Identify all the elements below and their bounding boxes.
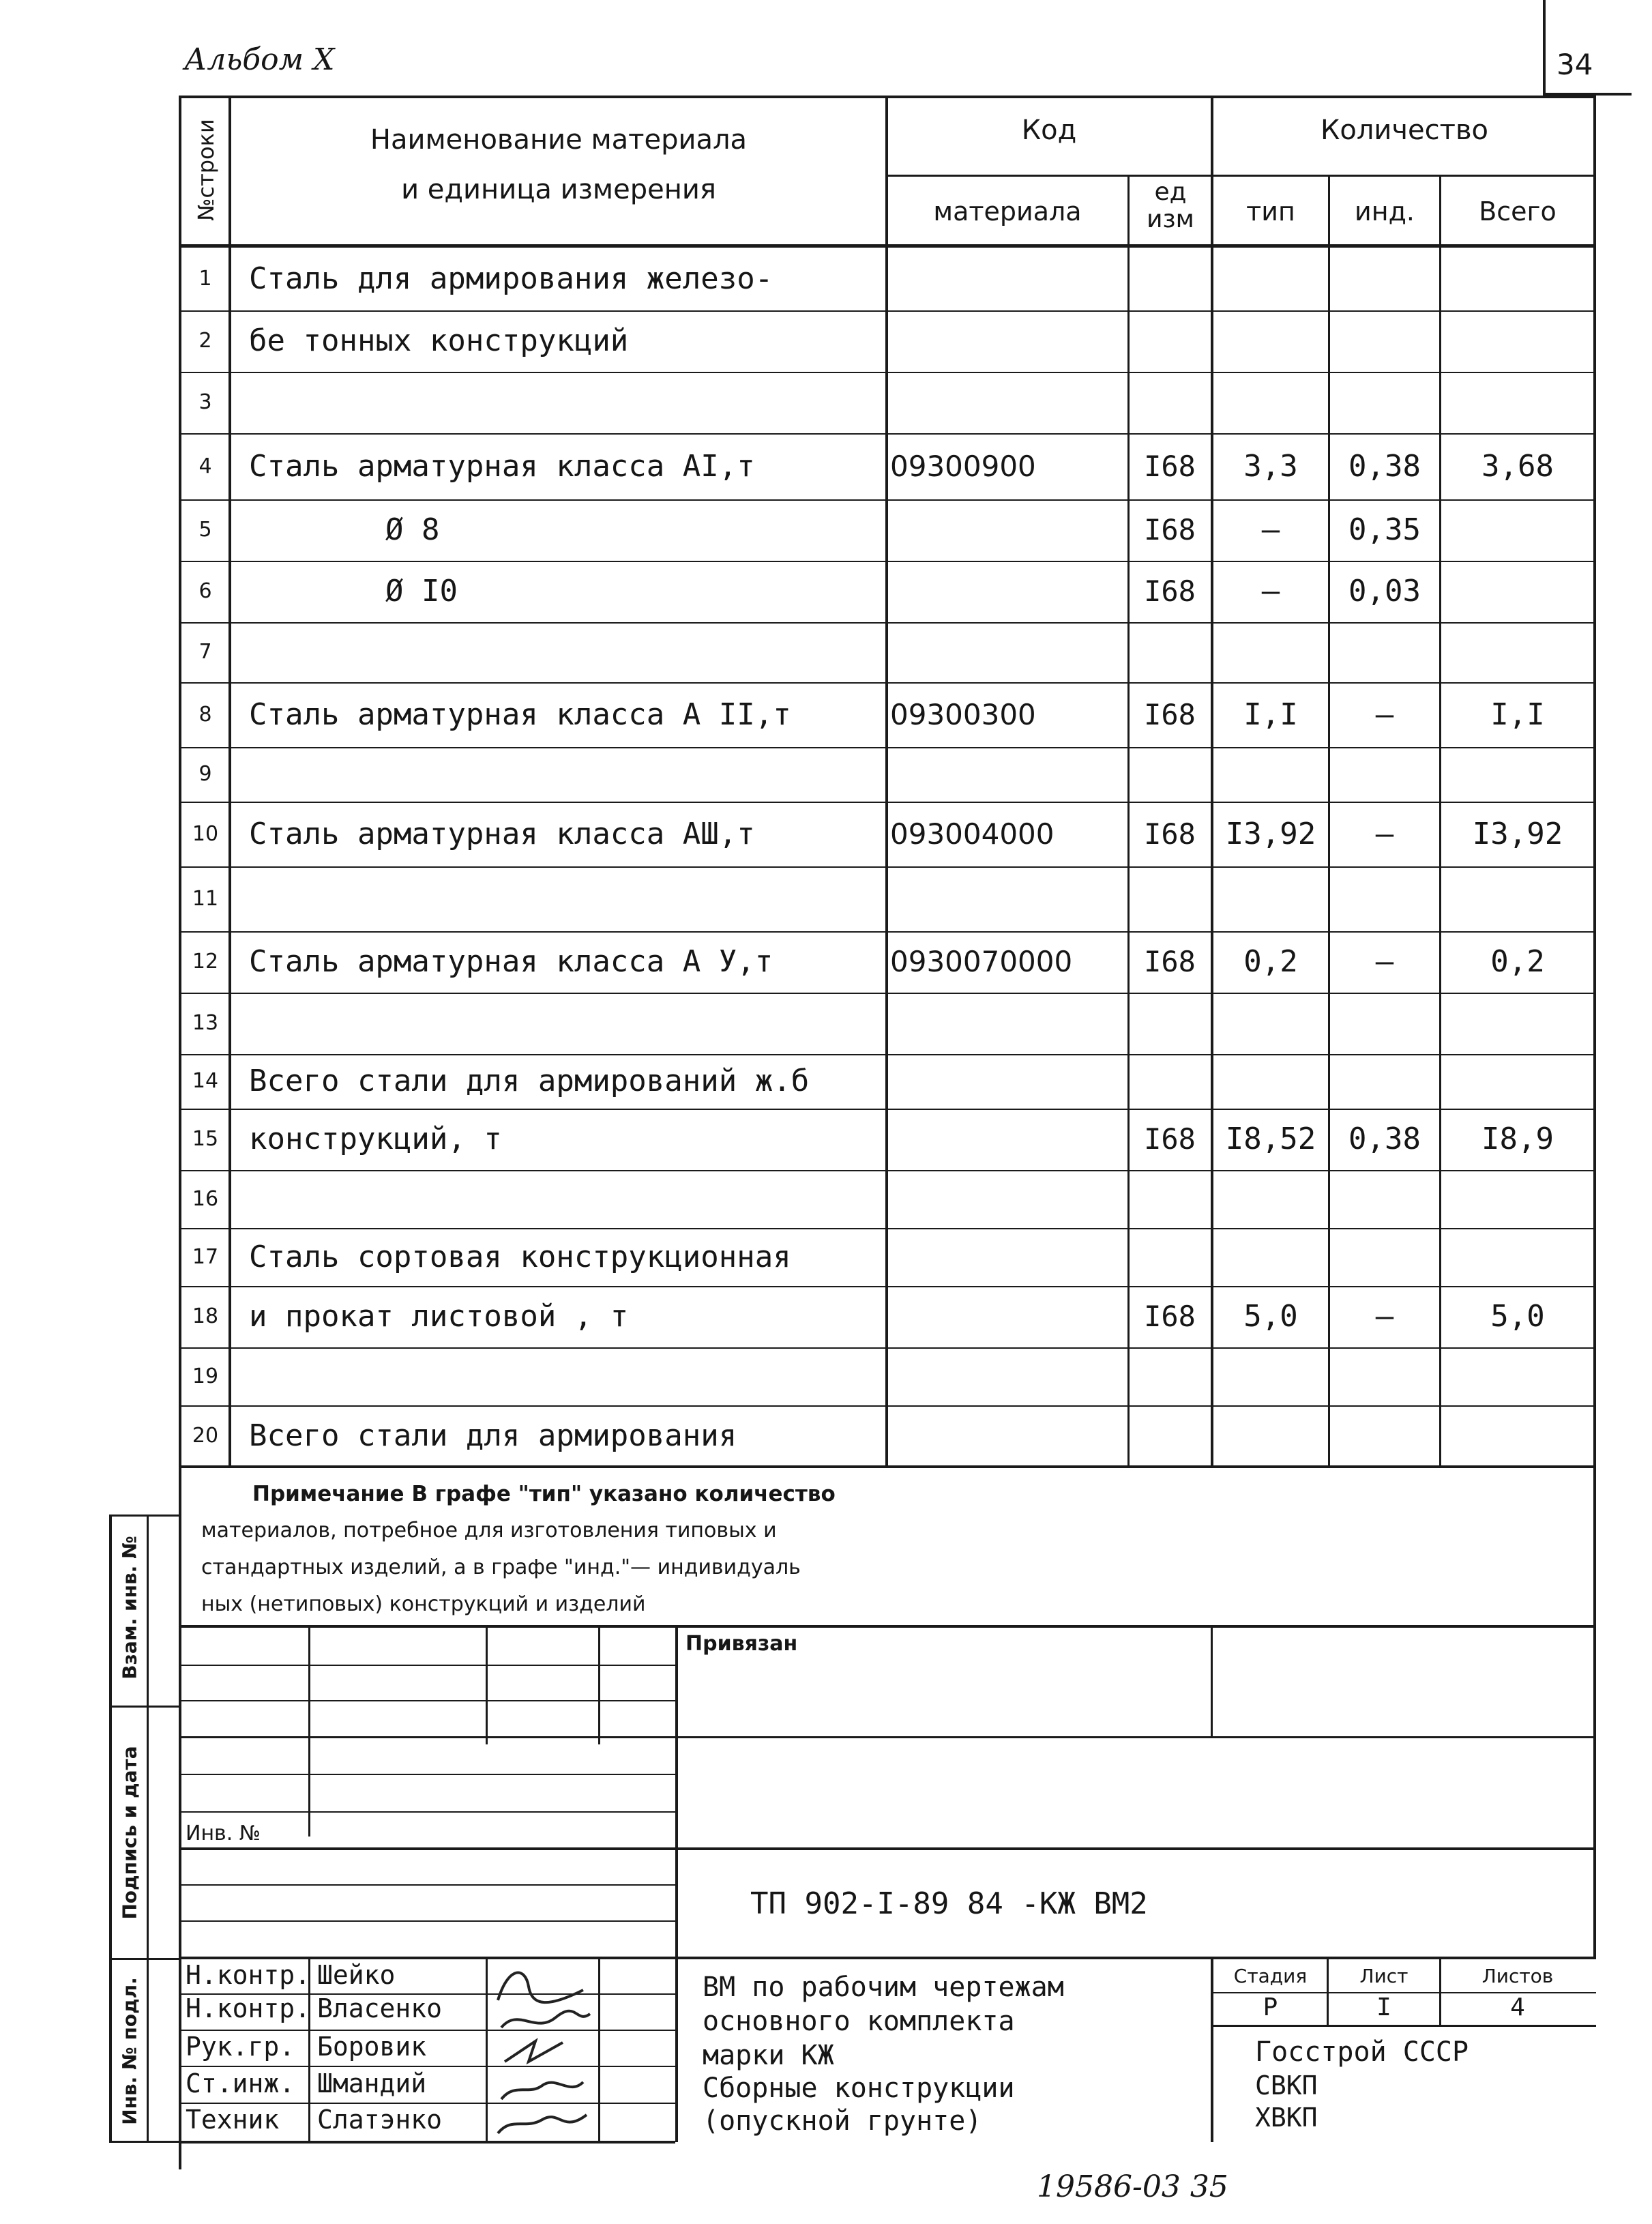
row-cell-unit [1130, 1347, 1210, 1405]
row-cell-total [1442, 499, 1593, 561]
stamp-bottom-line [179, 2141, 675, 2143]
row-cell-code: 093004000 [890, 817, 1054, 851]
row-cell-name: Ø 8 [385, 512, 440, 547]
row-cell-code [890, 561, 1127, 622]
stamp-title-line5: (опускной грунте) [703, 2105, 982, 2137]
stamp-grid-line [179, 1920, 675, 1922]
stamp-top-line [179, 1625, 1596, 1628]
row-cell-n: 6 [198, 579, 212, 603]
row-cell-code [890, 1170, 1127, 1228]
row-cell-name [249, 372, 883, 433]
row-cell-ind [1331, 372, 1439, 433]
row-cell-name: Всего стали для армирования [249, 1418, 737, 1453]
stamp-sheets-label: Листов [1481, 1965, 1554, 1987]
stamp-grid-line [179, 2066, 675, 2067]
row-cell-code [890, 1286, 1127, 1347]
header-code: Код [1021, 115, 1077, 146]
col-line-rowno [228, 96, 231, 1467]
row-cell-code [890, 1228, 1127, 1286]
stamp-doc-code: ТП 902-I-89 84 -КЖ ВМ2 [750, 1886, 1148, 1921]
person-name: Шмандий [317, 2068, 427, 2098]
row-cell-code: 09300900 [890, 450, 1036, 483]
frame-left-line [179, 96, 181, 2169]
row-cell-code [890, 372, 1127, 433]
stamp-col-line [598, 1625, 600, 1744]
row-cell-ind: 0,38 [1348, 1122, 1421, 1156]
row-cell-typ: I,I [1243, 697, 1298, 732]
row-cell-typ [1214, 248, 1327, 310]
row-cell-n: 2 [198, 329, 212, 353]
header-individual: инд. [1355, 196, 1415, 226]
col-line-unit [1211, 96, 1213, 1467]
row-cell-name [249, 993, 883, 1054]
page-number: 34 [1557, 48, 1593, 81]
row-cell-code [890, 1054, 1127, 1109]
row-cell-name: Ø I0 [385, 574, 458, 609]
row-cell-total [1442, 310, 1593, 372]
row-cell-typ: 3,3 [1243, 449, 1298, 484]
row-cell-ind [1331, 622, 1439, 682]
stamp-grid-line [179, 1847, 1596, 1850]
row-cell-total [1442, 1054, 1593, 1109]
row-cell-unit [1130, 1405, 1210, 1467]
row-cell-total: 3,68 [1481, 449, 1554, 484]
row-cell-typ [1214, 993, 1327, 1054]
row-cell-unit [1130, 1054, 1210, 1109]
col-line-type [1328, 176, 1330, 1467]
row-cell-n: 17 [192, 1245, 219, 1269]
row-cell-typ [1214, 1054, 1327, 1109]
header-mid-line [885, 175, 1596, 177]
row-cell-code [890, 1109, 1127, 1170]
row-cell-name: и прокат листовой , т [249, 1299, 629, 1334]
row-cell-unit [1130, 310, 1210, 372]
stamp-title-line1: ВМ по рабочим чертежам [703, 1972, 1064, 2003]
row-cell-total [1442, 622, 1593, 682]
row-cell-unit: I68 [1144, 698, 1196, 731]
stamp-grid-line [179, 1774, 675, 1775]
row-cell-total: I8,9 [1481, 1122, 1554, 1156]
row-cell-code [890, 1347, 1127, 1405]
person-role: Рук.гр. [186, 2032, 295, 2062]
stamp-grid-line [179, 1957, 1596, 1959]
stamp-col-line [675, 1625, 678, 2142]
stamp-org-line3: ХВКП [1255, 2103, 1318, 2133]
side-label-inv-podl: Инв. № подл. [118, 1977, 141, 2125]
row-cell-typ: I3,92 [1225, 817, 1316, 851]
row-cell-name [249, 866, 883, 931]
row-cell-total [1442, 747, 1593, 802]
col-line-ind [1439, 176, 1441, 1467]
row-cell-name [249, 747, 883, 802]
person-name: Власенко [317, 1993, 443, 2023]
row-cell-ind [1331, 248, 1439, 310]
stamp-col-line [1211, 1958, 1213, 2142]
row-cell-ind [1331, 310, 1439, 372]
note-line3: стандартных изделий, а в графе "инд."— индивидуаль [201, 1555, 801, 1579]
row-cell-typ [1214, 747, 1327, 802]
note-top-line [179, 1465, 1596, 1468]
row-cell-typ [1214, 1170, 1327, 1228]
row-cell-typ: 0,2 [1243, 944, 1298, 979]
row-cell-ind: 0,35 [1348, 512, 1421, 547]
row-cell-code [890, 499, 1127, 561]
person-role: Н.контр. [186, 1993, 311, 2023]
row-cell-code [890, 993, 1127, 1054]
stamp-title-line3: марки КЖ [703, 2040, 834, 2071]
row-cell-ind [1331, 1170, 1439, 1228]
row-cell-unit [1130, 622, 1210, 682]
row-cell-ind: 0,03 [1348, 574, 1421, 609]
row-cell-total [1442, 1228, 1593, 1286]
row-cell-ind [1331, 866, 1439, 931]
row-cell-n: 16 [192, 1187, 219, 1211]
row-cell-total [1442, 372, 1593, 433]
row-cell-ind: – [1375, 697, 1394, 732]
stamp-stage-label: Стадия [1233, 1965, 1308, 1987]
row-cell-ind [1331, 993, 1439, 1054]
stamp-inv-no: Инв. № [186, 1821, 261, 1845]
person-name: Шейко [317, 1960, 396, 1990]
stamp-col-line [308, 1625, 310, 1837]
stamp-grid-line [179, 1736, 1596, 1738]
header-unit-line1: ед [1154, 178, 1187, 206]
header-name-line1: Наименование материала [370, 124, 748, 156]
side-strip-div1 [109, 1706, 180, 1708]
stamp-grid-line [179, 1700, 675, 1701]
row-cell-typ: I8,52 [1225, 1122, 1316, 1156]
row-cell-unit [1130, 866, 1210, 931]
row-cell-code [890, 1405, 1127, 1467]
stamp-col-line [486, 1625, 488, 1744]
side-label-podpis: Подпись и дата [118, 1746, 141, 1920]
row-cell-unit: I68 [1144, 574, 1196, 608]
row-cell-total: I,I [1490, 697, 1545, 732]
row-cell-n: 9 [198, 762, 212, 786]
stamp-grid-line [179, 1884, 675, 1886]
row-cell-name [249, 1170, 883, 1228]
stamp-privyazan: Привязан [685, 1632, 798, 1656]
row-cell-code: 0930070000 [890, 945, 1073, 978]
row-cell-name: Сталь арматурная класса АШ,т [249, 817, 755, 851]
row-cell-n: 12 [192, 950, 219, 974]
row-cell-unit [1130, 993, 1210, 1054]
row-cell-n: 11 [192, 887, 219, 911]
stamp-grid-line [179, 2103, 675, 2104]
stamp-org-line2: СВКП [1255, 2071, 1318, 2101]
side-label-vzam: Взам. инв. № [118, 1536, 141, 1680]
row-cell-total: I3,92 [1472, 817, 1563, 851]
header-type: тип [1246, 196, 1295, 226]
row-cell-unit: I68 [1144, 450, 1196, 483]
stamp-grid-line [179, 2030, 675, 2031]
stamp-col-line [1211, 1625, 1213, 1738]
row-cell-unit: I68 [1144, 1122, 1196, 1156]
row-cell-code [890, 248, 1127, 310]
row-cell-name: Сталь сортовая конструкционная [249, 1240, 791, 1274]
row-cell-unit [1130, 1228, 1210, 1286]
row-cell-ind [1331, 1347, 1439, 1405]
row-cell-total [1442, 866, 1593, 931]
row-cell-name: Всего стали для армирований ж.б [249, 1064, 810, 1098]
row-cell-n: 7 [198, 640, 212, 664]
row-cell-n: 18 [192, 1304, 219, 1328]
person-role: Техник [186, 2105, 280, 2135]
stamp-org-line1: Госстрой СССР [1255, 2036, 1469, 2068]
row-cell-typ [1214, 372, 1327, 433]
row-cell-unit [1130, 1170, 1210, 1228]
footer-note: 19586-03 35 [1037, 2169, 1228, 2204]
header-unit-line2: изм [1147, 205, 1194, 233]
stamp-sheets: 4 [1510, 1993, 1525, 2021]
row-cell-name: Сталь арматурная класса А II,т [249, 697, 791, 732]
row-cell-total [1442, 993, 1593, 1054]
header-quantity: Количество [1320, 115, 1488, 146]
row-cell-code [890, 747, 1127, 802]
row-cell-ind [1331, 1228, 1439, 1286]
row-cell-typ [1214, 1347, 1327, 1405]
row-cell-n: 14 [192, 1069, 219, 1093]
row-cell-ind: – [1375, 944, 1394, 979]
side-strip-mid-line [147, 1515, 149, 2142]
row-cell-unit: I68 [1144, 1300, 1196, 1333]
stamp-col-line [598, 1958, 600, 2142]
stamp-sheet-label: Лист [1359, 1965, 1408, 1987]
row-cell-unit [1130, 372, 1210, 433]
row-cell-name: бе тонных конструкций [249, 323, 629, 358]
row-cell-ind: 0,38 [1348, 449, 1421, 484]
header-material: материала [933, 196, 1082, 226]
header-name-line2: и единица измерения [401, 174, 716, 205]
row-cell-typ [1214, 310, 1327, 372]
row-cell-total [1442, 561, 1593, 622]
note-line2: материалов, потребное для изготовления типовых и [201, 1519, 777, 1542]
row-cell-n: 15 [192, 1127, 219, 1151]
row-cell-unit: I68 [1144, 817, 1196, 851]
row-cell-ind [1331, 1405, 1439, 1467]
row-cell-typ [1214, 1228, 1327, 1286]
row-cell-n: 20 [192, 1424, 219, 1448]
row-cell-unit: I68 [1144, 513, 1196, 546]
note-line1: Примечание В графе "тип" указано количество [252, 1482, 836, 1506]
row-cell-name: Сталь для армирования железо- [249, 261, 773, 296]
page-number-frame [1543, 0, 1546, 96]
row-cell-unit [1130, 248, 1210, 310]
row-cell-total: 5,0 [1490, 1299, 1545, 1334]
row-cell-ind [1331, 747, 1439, 802]
person-name: Слатэнко [317, 2105, 443, 2135]
person-name: Боровик [317, 2032, 427, 2062]
row-cell-name [249, 1347, 883, 1405]
stamp-sheet: I [1376, 1993, 1391, 2021]
col-line-name [885, 96, 888, 1467]
stamp-grid-line [179, 1665, 675, 1666]
row-cell-name: Сталь арматурная класса AI,т [249, 449, 755, 484]
header-row-no: №строки [193, 119, 219, 221]
stamp-grid-line [1211, 2025, 1596, 2027]
stamp-grid-line [179, 1811, 675, 1813]
row-cell-ind: – [1375, 817, 1394, 851]
row-cell-code [890, 310, 1127, 372]
row-cell-typ [1214, 622, 1327, 682]
stamp-title-line4: Сборные конструкции [703, 2073, 1015, 2104]
stamp-title-line2: основного комплекта [703, 2006, 1015, 2037]
row-cell-typ: 5,0 [1243, 1299, 1298, 1334]
row-cell-total [1442, 1347, 1593, 1405]
row-cell-total [1442, 1405, 1593, 1467]
note-line4: ных (нетиповых) конструкций и изделий [201, 1592, 646, 1616]
row-cell-typ [1214, 866, 1327, 931]
person-role: Ст.инж. [186, 2068, 295, 2098]
row-cell-typ [1214, 1405, 1327, 1467]
row-cell-code [890, 622, 1127, 682]
row-cell-n: 19 [192, 1364, 219, 1388]
row-cell-ind [1331, 1054, 1439, 1109]
row-cell-name [249, 622, 883, 682]
person-role: Н.контр. [186, 1960, 311, 1990]
row-cell-code [890, 866, 1127, 931]
row-cell-n: 5 [198, 518, 212, 542]
row-cell-n: 8 [198, 703, 212, 727]
row-cell-total: 0,2 [1490, 944, 1545, 979]
frame-right-line [1593, 96, 1596, 1958]
stamp-stage: Р [1263, 1993, 1278, 2021]
row-cell-n: 1 [198, 267, 212, 291]
row-cell-name: конструкций, т [249, 1122, 502, 1156]
row-cell-n: 3 [198, 390, 212, 414]
album-note: Альбом X [184, 42, 335, 77]
row-cell-code: 09300300 [890, 698, 1036, 731]
row-cell-unit [1130, 747, 1210, 802]
row-cell-ind: – [1375, 1299, 1394, 1334]
row-cell-name: Сталь арматурная класса А У,т [249, 944, 773, 979]
row-cell-typ: – [1261, 512, 1280, 547]
header-total: Всего [1479, 196, 1557, 226]
row-cell-n: 13 [192, 1011, 219, 1035]
side-strip-left-line [109, 1515, 112, 2142]
row-cell-total [1442, 1170, 1593, 1228]
row-cell-typ: – [1261, 574, 1280, 609]
row-cell-n: 4 [198, 454, 212, 478]
row-cell-total [1442, 248, 1593, 310]
row-cell-unit: I68 [1144, 945, 1196, 978]
row-cell-n: 10 [192, 822, 219, 846]
signatures-image [488, 1959, 598, 2141]
